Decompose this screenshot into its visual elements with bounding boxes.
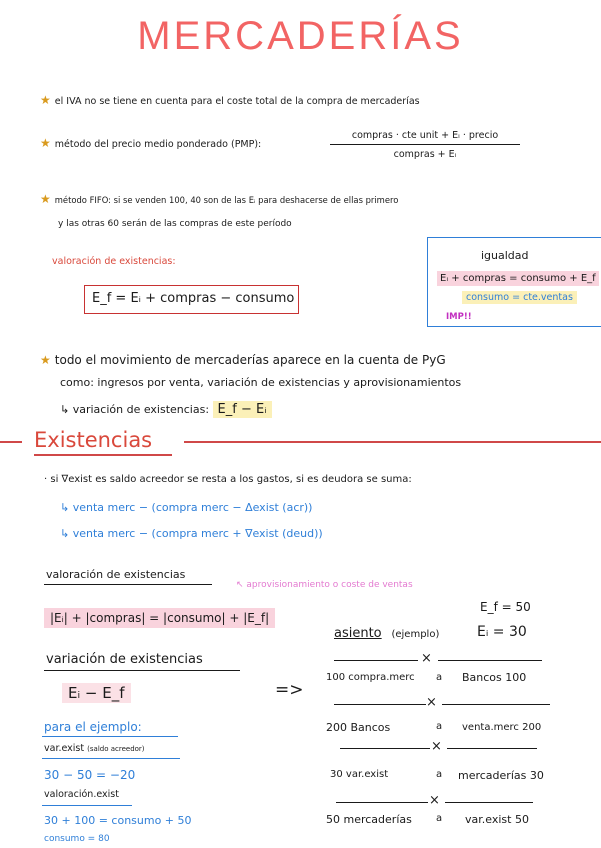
- ejemplo-underline: [42, 736, 178, 737]
- valoracion-heading: valoración de existencias: [46, 568, 186, 581]
- ejemplo-heading: para el ejemplo:: [44, 720, 142, 734]
- star-icon: ★: [40, 136, 51, 150]
- var-exist-calc: 30 − 50 = −20: [44, 768, 136, 782]
- journal-separator-x: ×: [421, 651, 432, 666]
- igualdad-sub: consumo = cte.ventas: [462, 291, 577, 304]
- journal-separator: [438, 660, 542, 661]
- journal-entry-4-left: 50 mercaderías: [326, 813, 412, 826]
- asiento-heading: asiento (ejemplo): [334, 626, 440, 641]
- pmp-fraction: [330, 130, 520, 160]
- note-pyg-cont: como: ingresos por venta, variación de existencias y aprovisionamientos: [60, 376, 462, 389]
- journal-separator: [334, 660, 418, 661]
- note-pyg: ★ todo el movimiento de mercaderías aparece en la cuenta de PyG: [40, 353, 446, 367]
- star-icon: ★: [40, 93, 51, 107]
- journal-separator-x: ×: [431, 739, 442, 754]
- journal-entry-3-a: a: [436, 769, 443, 780]
- igualdad-formula: Eᵢ + compras = consumo + E_f: [437, 271, 599, 286]
- journal-separator: [340, 748, 430, 749]
- pmp-numerator: compras · cte unit + Eᵢ · precio: [351, 130, 499, 141]
- val-exist-underline: [42, 805, 132, 806]
- star-icon: ★: [40, 353, 51, 367]
- note-pmp: ★ método del precio medio ponderado (PMP):: [40, 136, 262, 150]
- journal-entry-2-a: a: [436, 721, 443, 732]
- annotation-aprovisionamiento: ↖ aprovisionamiento o coste de ventas: [236, 580, 413, 590]
- note-iva: ★ el IVA no se tiene en cuenta para el coste total de la compra de mercaderías: [40, 93, 420, 107]
- journal-entry-1-left: 100 compra.merc: [326, 672, 415, 683]
- pmp-denominator: compras + Eᵢ: [393, 149, 457, 161]
- variacion-formula-alt: Eᵢ − E_f: [62, 683, 131, 703]
- heading-underline: [34, 454, 172, 456]
- existencias-bullet-1: ↳ venta merc − (compra merc − Δexist (acr)): [60, 501, 313, 514]
- journal-entry-1-right: Bancos 100: [462, 671, 527, 684]
- journal-entry-4-right: var.exist 50: [465, 813, 529, 826]
- journal-entry-3-right: mercaderías 30: [458, 769, 544, 782]
- val-exist-label: valoración.exist: [44, 789, 119, 800]
- heading-rule-left: [0, 441, 22, 443]
- journal-entry-4-a: a: [436, 813, 443, 824]
- valoracion-underline: [44, 584, 212, 585]
- existencias-rule: · si ∇exist es saldo acreedor se resta a los gastos, si es deudora se suma:: [44, 474, 412, 485]
- existencias-bullet-2: ↳ venta merc − (compra merc + ∇exist (deud)): [60, 527, 323, 540]
- journal-separator: [445, 802, 533, 803]
- journal-separator-x: ×: [426, 695, 437, 710]
- consumo-result: consumo = 80: [44, 834, 110, 844]
- valoracion-formula: E_f = Eᵢ + compras − consumo: [92, 291, 295, 306]
- variacion-underline: [44, 670, 240, 671]
- journal-separator: [447, 748, 537, 749]
- journal-entry-2-right: venta.merc 200: [462, 722, 542, 733]
- note-fifo: ★ método FIFO: si se venden 100, 40 son de las Eᵢ para deshacerse de ellas primero: [40, 192, 399, 206]
- heading-rule-right: [184, 441, 601, 443]
- page-title: MERCADERÍAS: [137, 14, 464, 58]
- var-exist-underline: [42, 758, 180, 759]
- valoracion-formula-alt: |Eᵢ| + |compras| = |consumo| + |E_f|: [44, 608, 275, 628]
- journal-entry-1-a: a: [436, 672, 443, 683]
- var-exist-line: var.exist (saldo acreedor): [44, 743, 145, 754]
- journal-separator: [336, 802, 428, 803]
- asiento-ei: Eᵢ = 30: [477, 624, 527, 640]
- journal-separator: [442, 704, 550, 705]
- asiento-ef: E_f = 50: [480, 600, 531, 614]
- valoracion-label: valoración de existencias:: [52, 256, 176, 267]
- journal-separator: [334, 704, 426, 705]
- imp-note: IMP!!: [446, 312, 472, 322]
- arrow-implies: =>: [275, 680, 304, 700]
- variacion-heading: variación de existencias: [46, 652, 203, 667]
- variacion-formula-highlight: E_f − Eᵢ: [213, 401, 272, 418]
- note-fifo-cont: y las otras 60 serán de las compras de este período: [58, 219, 292, 229]
- igualdad-title: igualdad: [481, 249, 529, 262]
- journal-entry-2-left: 200 Bancos: [326, 721, 391, 734]
- note-pyg-variacion: ↳ variación de existencias: E_f − Eᵢ: [60, 402, 272, 417]
- val-exist-calc: 30 + 100 = consumo + 50: [44, 814, 192, 827]
- star-icon: ★: [40, 192, 51, 206]
- journal-entry-3-left: 30 var.exist: [330, 769, 389, 780]
- existencias-heading: Existencias: [34, 428, 153, 452]
- journal-separator-x: ×: [429, 793, 440, 808]
